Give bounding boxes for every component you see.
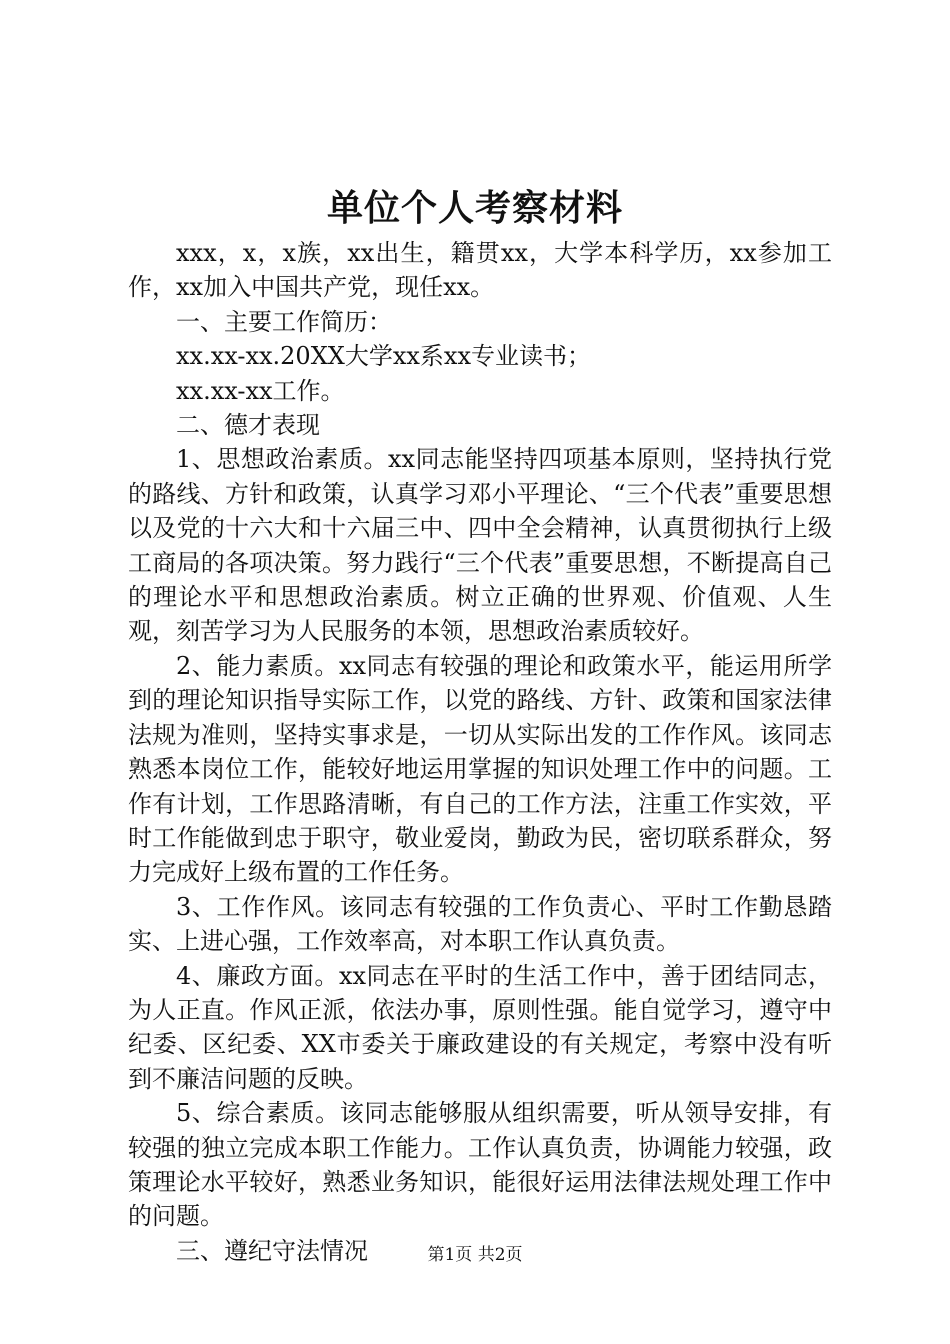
paragraph-political-quality: 1、思想政治素质。xx同志能坚持四项基本原则，坚持执行党的路线、方针和政策，认真学习邓小平理论、“三个代表”重要思想以及党的十六大和十六届三中、四中全会精神，认真贯彻执行上级工商局的各项决策。努力践行“三个代表”重要思想，不断提高自己的理论水平和思想政治素质。树立正确的世界观、价值观、人生观，刻苦学习为人民服务的本领，思想政治素质较好。	[128, 445, 832, 646]
paragraph-ability: 2、能力素质。xx同志有较强的理论和政策水平，能运用所学到的理论知识指导实际工作，以党的路线、方针、政策和国家法律法规为准则，坚持实事求是，一切从实际出发的工作作风。该同志熟悉本岗位工作，能较好地运用掌握的知识处理工作中的问题。工作有计划，工作思路清晰，有自己的工作方法，注重工作实效，平时工作能做到忠于职守，敬业爱岗，勤政为民，密切联系群众，努力完成好上级布置的工作任务。	[128, 651, 832, 887]
section-heading-work-history: 一、主要工作简历：	[176, 307, 392, 336]
work-history-item: xx.xx-xx.20XX大学xx系xx专业读书；	[176, 342, 592, 371]
page-indicator: 第1页 共2页	[427, 1245, 523, 1265]
paragraph-overall-quality: 5、综合素质。该同志能够服从组织需要，听从领导安排，有较强的独立完成本职工作能力。工作认真负责，协调能力较强，政策理论水平较好，熟悉业务知识，能很好运用法律法规处理工作中的问题。	[128, 1099, 832, 1231]
work-history-item: xx.xx-xx工作。	[176, 376, 345, 405]
paragraph-work-style: 3、工作作风。该同志有较强的工作负责心、平时工作勤恳踏实、上进心强，工作效率高，对本职工作认真负责。	[128, 892, 832, 956]
document-body	[128, 236, 832, 1268]
paragraph-intro: xxx，x，x族，xx出生，籍贯xx，大学本科学历，xx参加工作，xx加入中国共产党，现任xx。	[128, 239, 832, 302]
paragraph-integrity: 4、廉政方面。xx同志在平时的生活工作中，善于团结同志，为人正直。作风正派，依法办事，原则性强。能自觉学习，遵守中纪委、区纪委、XX市委关于廉政建设的有关规定，考察中没有听到不廉洁问题的反映。	[128, 961, 832, 1093]
document-title: 单位个人考察材料	[326, 187, 623, 229]
section-heading-performance: 二、德才表现	[176, 411, 320, 440]
section-heading-law-compliance: 三、遵纪守法情况	[176, 1236, 368, 1265]
